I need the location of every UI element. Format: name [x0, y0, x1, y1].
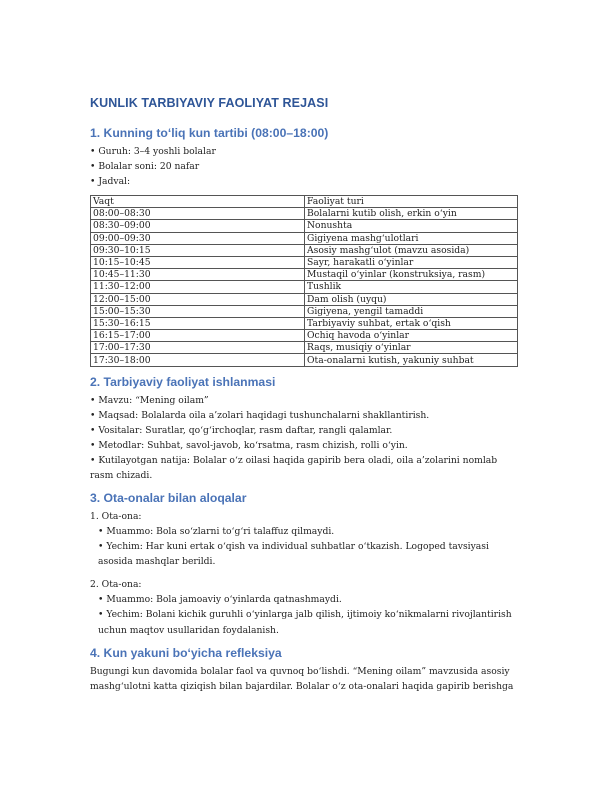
table-cell-activity: Gigiyena, yengil tamaddi	[305, 305, 518, 317]
table-cell-activity: Bolalarni kutib olish, erkin o‘yin	[305, 208, 518, 220]
table-cell-time: 15:00–15:30	[91, 305, 305, 317]
table-header-activity: Faoliyat turi	[305, 196, 518, 208]
table-cell-time: 17:00–17:30	[91, 342, 305, 354]
bullet-group: • Guruh: 3–4 yoshli bolalar	[90, 146, 216, 157]
parent-case-1-label: 1. Ota-ona:	[90, 511, 142, 523]
section-heading-4: 4. Kun yakuni bo‘yicha refleksiya	[90, 645, 282, 660]
schedule-table	[90, 195, 518, 367]
bullet-methods: • Metodlar: Suhbat, savol-javob, ko‘rsatma, rasm chizish, rolli o‘yin.	[90, 439, 408, 451]
table-header-time: Vaqt	[91, 196, 305, 208]
table-row	[91, 317, 518, 329]
table-cell-activity: Gigiyena mashg‘ulotlari	[305, 232, 518, 244]
table-cell-activity: Tarbiyaviy suhbat, ertak o‘qish	[305, 317, 518, 329]
bullet-children-count: • Bolalar soni: 20 nafar	[90, 161, 200, 172]
section-heading-3: 3. Ota-onalar bilan aloqalar	[90, 491, 247, 506]
parent-case-2-solution: • Yechim: Bolani kichik guruhli o‘yinlarga jalb qilish, ijtimoiy ko‘nikmalarni rivojlantirish uchun maqtov usullaridan foydalanish.	[98, 609, 512, 636]
bullet-schedule: • Jadval:	[90, 176, 131, 187]
table-cell-time: 12:00–15:00	[91, 293, 305, 305]
reflection-paragraph: Bugungi kun davomida bolalar faol va quvnoq bo‘lishdi. “Mening oilam” mavzusida asosiy mashg‘ulotni katta qiziqish bilan bajardilar. Bolalar o‘z ota-onalari haqida gapirib berishga	[90, 665, 514, 693]
parent-case-1-solution: • Yechim: Har kuni ertak o‘qish va individual suhbatlar o‘tkazish. Logoped tavsiyasi asosida mashqlar berildi.	[98, 541, 489, 568]
table-cell-time: 10:45–11:30	[91, 269, 305, 281]
table-row	[91, 305, 518, 317]
table-cell-time: 09:00–09:30	[91, 232, 305, 244]
bullet-expected-result: • Kutilayotgan natija: Bolalar o‘z oilasi haqida gapirib bera oladi, oila a’zolarini nomlab rasm chizadi.	[90, 454, 498, 481]
table-header-row	[91, 196, 518, 208]
section-reflection	[90, 646, 518, 694]
table-cell-time: 08:00–08:30	[91, 208, 305, 220]
section-parent-relations	[90, 491, 518, 638]
table-row	[91, 281, 518, 293]
table-cell-activity: Ota-onalarni kutish, yakuniy suhbat	[305, 354, 518, 366]
table-row	[91, 330, 518, 342]
table-row	[91, 269, 518, 281]
table-cell-activity: Dam olish (uyqu)	[305, 293, 518, 305]
table-row	[91, 256, 518, 268]
bullet-topic: • Mavzu: “Mening oilam”	[90, 394, 209, 406]
table-row	[91, 293, 518, 305]
table-cell-time: 09:30–10:15	[91, 244, 305, 256]
table-cell-activity: Asosiy mashg‘ulot (mavzu asosida)	[305, 244, 518, 256]
table-cell-time: 15:30–16:15	[91, 317, 305, 329]
parent-case-1-problem: • Muammo: Bola so‘zlarni to‘g‘ri talaffuz qilmaydi.	[98, 526, 335, 538]
table-cell-time: 10:15–10:45	[91, 256, 305, 268]
parent-case-2-problem: • Muammo: Bola jamoaviy o‘yinlarda qatnashmaydi.	[98, 594, 342, 606]
section-educational-activity	[90, 375, 518, 483]
bullet-tools: • Vositalar: Suratlar, qo‘g‘irchoqlar, rasm daftar, rangli qalamlar.	[90, 424, 393, 436]
table-cell-time: 11:30–12:00	[91, 281, 305, 293]
section-daily-schedule	[90, 126, 518, 367]
section-heading-1: 1. Kunning to‘liq kun tartibi (08:00–18:00)	[90, 126, 329, 140]
table-row	[91, 232, 518, 244]
document-title: KUNLIK TARBIYAVIY FAOLIYAT REJASI	[90, 96, 329, 110]
table-cell-activity: Mustaqil o‘yinlar (konstruksiya, rasm)	[305, 269, 518, 281]
table-row	[91, 244, 518, 256]
parent-case-2-label: 2. Ota-ona:	[90, 579, 142, 591]
table-cell-activity: Ochiq havoda o‘yinlar	[305, 330, 518, 342]
table-cell-activity: Nonushta	[305, 220, 518, 232]
table-cell-activity: Raqs, musiqiy o‘yinlar	[305, 342, 518, 354]
table-cell-time: 16:15–17:00	[91, 330, 305, 342]
table-cell-activity: Sayr, harakatli o‘yinlar	[305, 256, 518, 268]
table-row	[91, 354, 518, 366]
table-cell-time: 08:30–09:00	[91, 220, 305, 232]
table-cell-activity: Tushlik	[305, 281, 518, 293]
section-heading-2: 2. Tarbiyaviy faoliyat ishlanmasi	[90, 374, 276, 389]
document-page	[90, 96, 518, 694]
table-cell-time: 17:30–18:00	[91, 354, 305, 366]
table-row	[91, 220, 518, 232]
table-row	[91, 208, 518, 220]
bullet-goal: • Maqsad: Bolalarda oila a’zolari haqidagi tushunchalarni shakllantirish.	[90, 409, 430, 421]
table-row	[91, 342, 518, 354]
